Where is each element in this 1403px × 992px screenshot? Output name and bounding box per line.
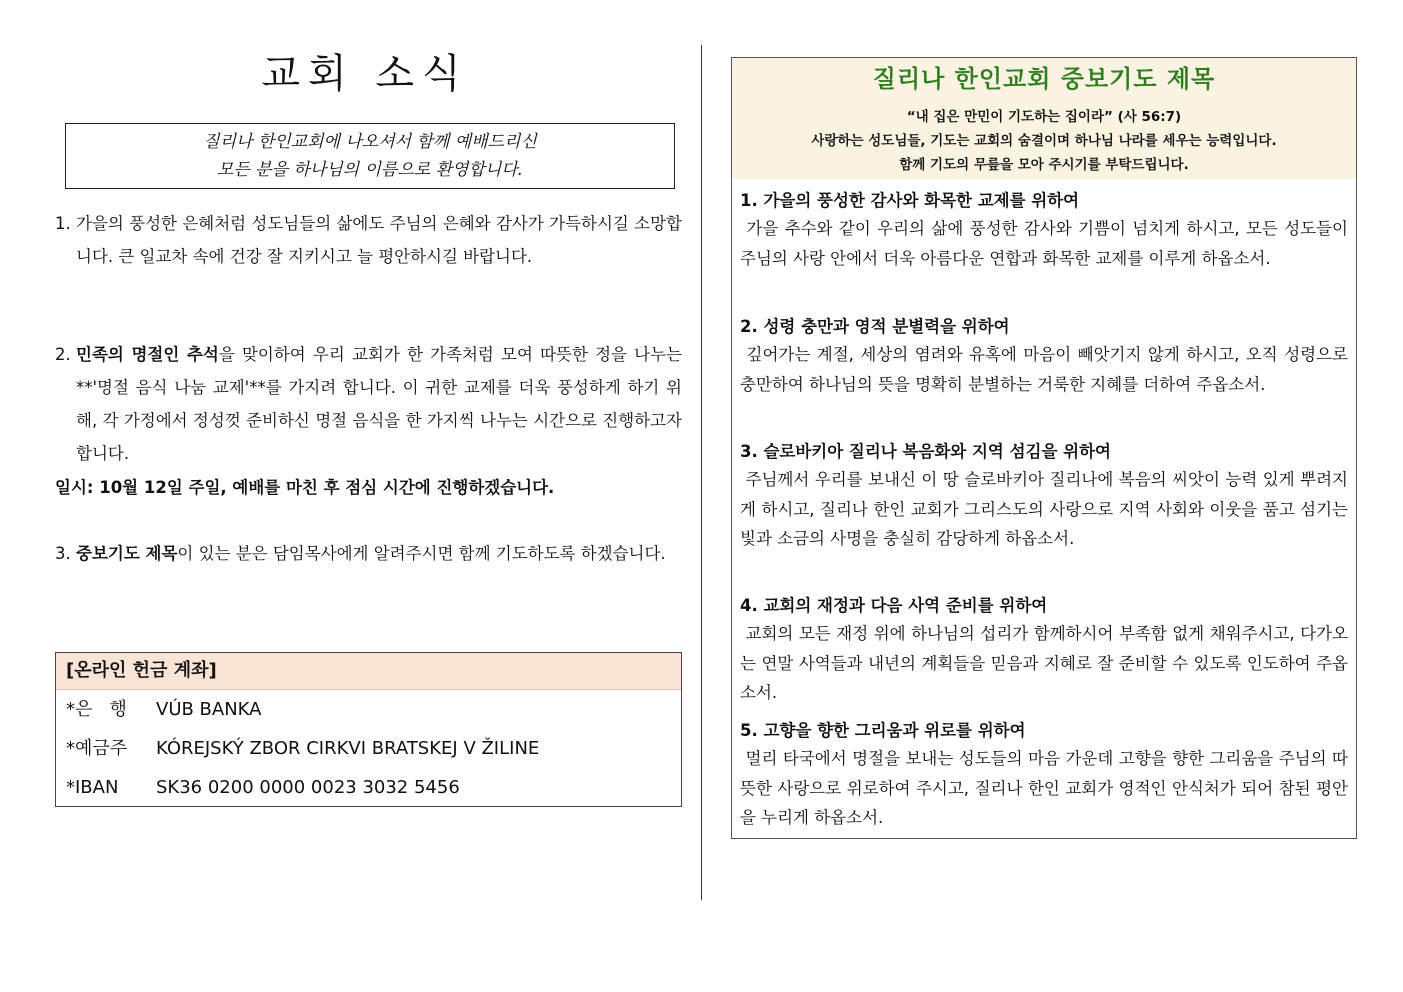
- prayer-title: 질리나 한인교회 중보기도 제목: [732, 58, 1356, 101]
- online-offering-account-box: [55, 652, 682, 807]
- news-item-bold-lead: 민족의 명절인 추석: [76, 345, 219, 364]
- page-title: 교회 소식: [261, 51, 469, 97]
- news-item-number: 3.: [55, 544, 71, 563]
- prayer-intro-line: 사랑하는 성도님들, 기도는 교회의 숨결이며 하나님 나라를 세우는 능력입니다.: [811, 133, 1277, 149]
- prayer-section-2: [740, 314, 1348, 399]
- account-key: *IBAN: [66, 777, 119, 798]
- column-divider: [701, 45, 702, 900]
- news-item-text: 을 맞이하여 우리 교회가 한 가족처럼 모여 따뜻한 정을 나누는 **'명절 음식 나눔 교제'**를 가지려 합니다. 이 귀한 교제를 더욱 풍성하게 하기 위해, 각 가정에서 정성껏 준비하신 명절 음식을 한 가지씩 나누는 시간으로 진행하고자 합니다.: [76, 345, 682, 463]
- prayer-section-4: [740, 593, 1348, 708]
- welcome-line-1: 질리나 한인교회에 나오셔서 함께 예배드리신: [203, 132, 537, 152]
- news-item-number: 1.: [55, 214, 71, 233]
- news-item-2: [55, 338, 682, 470]
- prayer-section-heading: 1. 가을의 풍성한 감사와 화목한 교제를 위하여: [740, 191, 1080, 210]
- prayer-section-heading: 2. 성령 충만과 영적 분별력을 위하여: [740, 317, 1010, 336]
- prayer-intro-line: 함께 기도의 무릎을 모아 주시기를 부탁드립니다.: [899, 157, 1189, 173]
- prayer-section-body: 주님께서 우리를 보내신 이 땅 슬로바키아 질리나에 복음의 씨앗이 능력 있게 뿌려지게 하시고, 질리나 한인 교회가 그리스도의 사랑으로 지역 사회와 이웃을 품고 섬기는 빛과 소금의 사명을 충실히 감당하게 하옵소서.: [740, 470, 1348, 548]
- prayer-section-heading: 3. 슬로바키아 질리나 복음화와 지역 섬김을 위하여: [740, 442, 1111, 461]
- prayer-section-body: 멀리 타국에서 명절을 보내는 성도들의 마음 가운데 고향을 향한 그리움을 주님의 따뜻한 사랑으로 위로하여 주시고, 질리나 한인 교회가 영적인 안식처가 되어 참된 평안을 누리게 하옵소서.: [740, 749, 1348, 827]
- account-key: *예금주: [66, 738, 128, 759]
- prayer-section-heading: 5. 고향을 향한 그리움과 위로를 위하여: [740, 721, 1026, 740]
- prayer-intro: [732, 101, 1356, 179]
- account-row-iban: [56, 768, 681, 807]
- news-item-number: 2.: [55, 345, 71, 364]
- account-key: *은 행: [66, 699, 127, 720]
- prayer-section-body: 교회의 모든 재정 위에 하나님의 섭리가 함께하시어 부족함 없게 채워주시고, 다가오는 연말 사역들과 내년의 계획들을 믿음과 지혜로 잘 준비할 수 있도록 인도하여 주옵소서.: [740, 624, 1348, 702]
- account-row-bank: [56, 690, 681, 729]
- prayer-section-5: [740, 718, 1348, 833]
- account-value: KÓREJSKÝ ZBOR CIRKVI BRATSKEJ V ŽILINE: [156, 738, 540, 759]
- prayer-requests-box: [731, 57, 1357, 839]
- prayer-section-body: 가을 추수와 같이 우리의 삶에 풍성한 감사와 기쁨이 넘치게 하시고, 모든 성도들이 주님의 사랑 안에서 더욱 아름다운 연합과 화목한 교제를 이루게 하옵소서.: [740, 219, 1348, 268]
- prayer-section-heading: 4. 교회의 재정과 다음 사역 준비를 위하여: [740, 596, 1048, 615]
- welcome-line-2: 모든 분을 하나님의 이름으로 환영합니다.: [216, 160, 524, 180]
- welcome-box: [65, 123, 675, 189]
- news-item-3: [55, 537, 682, 570]
- account-header: [온라인 헌금 계좌]: [56, 653, 681, 690]
- event-date-line: 일시: 10월 12일 주일, 예배를 마친 후 점심 시간에 진행하겠습니다.: [55, 478, 555, 497]
- news-item-bold-lead: 중보기도 제목: [76, 544, 178, 563]
- account-value: VÚB BANKA: [156, 699, 262, 720]
- prayer-section-3: [740, 439, 1348, 554]
- news-item-text: 가을의 풍성한 은혜처럼 성도님들의 삶에도 주님의 은혜와 감사가 가득하시길 소망합니다. 큰 일교차 속에 건강 잘 지키시고 늘 평안하시길 바랍니다.: [76, 214, 682, 266]
- news-item-text: 이 있는 분은 담임목사에게 알려주시면 함께 기도하도록 하겠습니다.: [177, 544, 666, 563]
- prayer-intro-verse: “내 집은 만민이 기도하는 집이라” (사 56:7): [906, 109, 1182, 125]
- prayer-section-body: 깊어가는 계절, 세상의 염려와 유혹에 마음이 빼앗기지 않게 하시고, 오직 성령으로 충만하여 하나님의 뜻을 명확히 분별하는 거룩한 지혜를 더하여 주옵소서.: [740, 345, 1348, 394]
- prayer-section-1: [740, 188, 1348, 273]
- account-row-holder: [56, 729, 681, 768]
- account-value: SK36 0200 0000 0023 3032 5456: [156, 777, 460, 798]
- news-item-1: [55, 207, 682, 273]
